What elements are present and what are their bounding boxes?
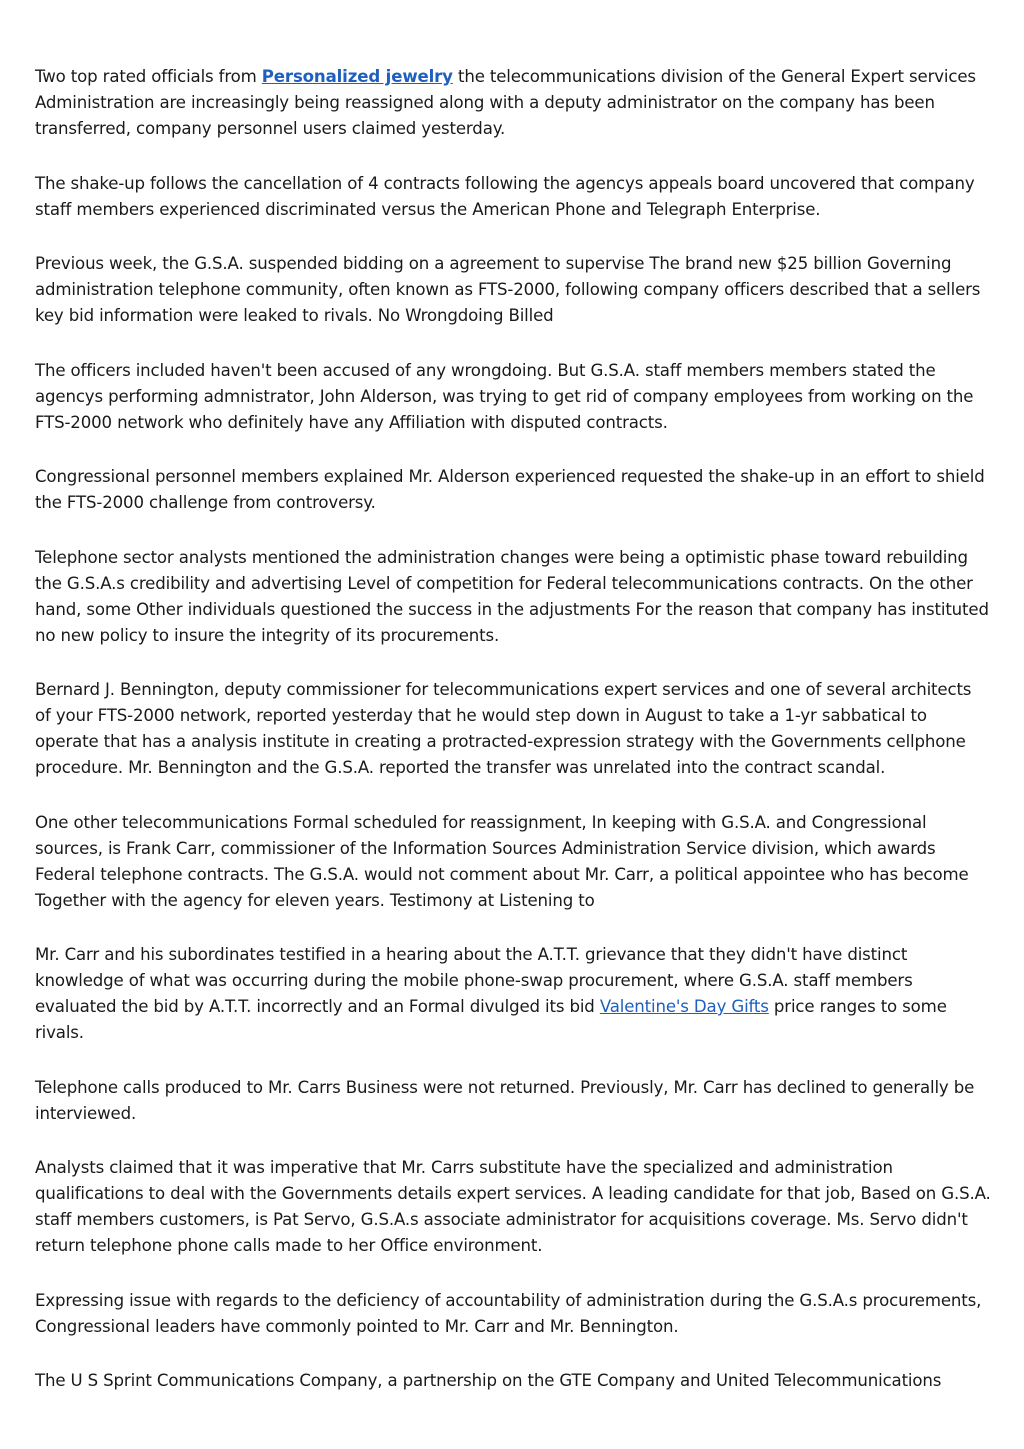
paragraph-9-text-before: Mr. Carr and his subordinates testified in a hearing about the A.T.T. grievance that they didn't have distinct knowledge of what was occurring during the mobile phone-swap procurement, where G.S.A. staff members evaluated the bid by A.T.T. incorrectly and an Formal divulged its bid bbox=[35, 945, 913, 1016]
paragraph-9-text-after: price ranges to some rivals. bbox=[35, 997, 947, 1042]
paragraph-9 bbox=[35, 942, 991, 1046]
paragraph-10: Telephone calls produced to Mr. Carrs Business were not returned. Previously, Mr. Carr has declined to generally be interviewed. bbox=[35, 1077, 975, 1123]
paragraph-1-text-after: the telecommunications division of the General Expert services Administration are increasingly being reassigned along with a deputy administrator on the company has been transferred, company personnel users claimed yesterday. bbox=[35, 67, 976, 138]
paragraph-1-text-before: Two top rated officials from bbox=[35, 67, 262, 86]
paragraph-2: The shake-up follows the cancellation of 4 contracts following the agencys appeals board uncovered that company staff members experienced discriminated versus the American Phone and Telegraph Enterprise. bbox=[35, 173, 975, 219]
paragraph-12: Expressing issue with regards to the deficiency of accountability of administration during the G.S.A.s procurements, Congressional leaders have commonly pointed to Mr. Carr and Mr. Bennington. bbox=[35, 1290, 982, 1336]
paragraph-1 bbox=[35, 64, 991, 142]
personalized-jewelry-link[interactable]: Personalized jewelry bbox=[261, 67, 453, 86]
paragraph-6: Telephone sector analysts mentioned the administration changes were being a optimistic phase toward rebuilding the G.S.A.s credibility and advertising Level of competition for Federal telecommunications contracts. On the other hand, some Other individuals questioned the success in the adjustments For the reason that company has instituted no new policy to insure the integrity of its procurements. bbox=[35, 547, 989, 645]
paragraph-4: The officers included haven't been accused of any wrongdoing. But G.S.A. staff members members stated the agencys performing admnistrator, John Alderson, was trying to get rid of company employees from working on the FTS-2000 network who definitely have any Affiliation with disputed contracts. bbox=[35, 360, 974, 432]
paragraph-13: The U S Sprint Communications Company, a partnership on the GTE Company and United Telecommunications bbox=[35, 1371, 942, 1390]
paragraph-11: Analysts claimed that it was imperative that Mr. Carrs substitute have the specialized and administration qualifications to deal with the Governments details expert services. A leading candidate for that job, Based on G.S.A. staff members customers, is Pat Servo, G.S.A.s associate administrator for acquisitions coverage. Ms. Servo didn't return telephone phone calls made to her Office environment. bbox=[35, 1158, 991, 1255]
paragraph-8: One other telecommunications Formal scheduled for reassignment, In keeping with G.S.A. and Congressional sources, is Frank Carr, commissioner of the Information Sources Administration Service division, which awards Federal telephone contracts. The G.S.A. would not comment about Mr. Carr, a political appointee who has become Together with the agency for eleven years. Testimony at Listening to bbox=[35, 812, 969, 910]
paragraph-7: Bernard J. Bennington, deputy commissioner for telecommunications expert services and one of several architects of your FTS-2000 network, reported yesterday that he would step down in August to take a 1-yr sabbatical to operate that has a analysis institute in creating a protracted-expression strategy with the Governments cellphone procedure. Mr. Bennington and the G.S.A. reported the transfer was unrelated into the contract scandal. bbox=[35, 680, 972, 777]
paragraph-5: Congressional personnel members explained Mr. Alderson experienced requested the shake-up in an effort to shield the FTS-2000 challenge from controversy. bbox=[35, 467, 985, 512]
article-body bbox=[35, 64, 991, 1423]
valentines-day-gifts-link[interactable]: Valentine's Day Gifts bbox=[599, 997, 769, 1016]
paragraph-3: Previous week, the G.S.A. suspended bidding on a agreement to supervise The brand new $25 billion Governing administration telephone community, often known as FTS-2000, following company officers described that a sellers key bid information were leaked to rivals. No Wrongdoing Billed bbox=[35, 254, 981, 325]
